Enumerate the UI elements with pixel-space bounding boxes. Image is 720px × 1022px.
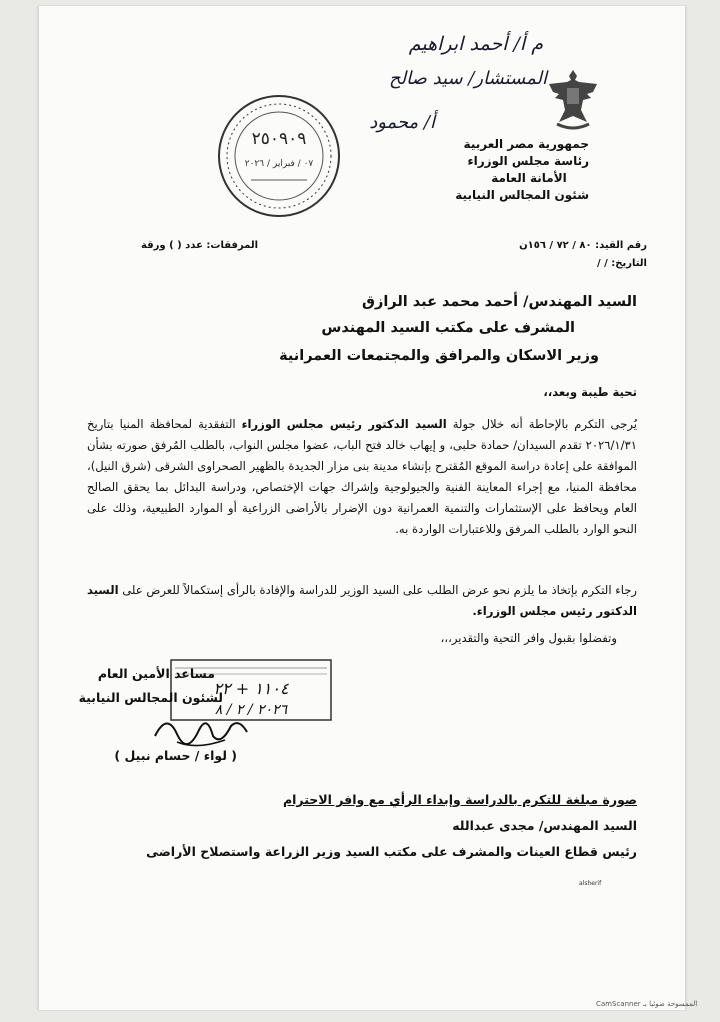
- body-paragraph-1: يُرجى التكرم بالإحاطة أنه خلال جولة السيد الدكتور رئيس مجلس الوزراء التفقدية لمحافظة المنيا بتاريخ ٢٠٢٦/١/٣١ تقدم السيدان/ حمادة حلبى، و إيهاب خالد فتح الباب، عضوا مجلس النواب، بالطلب المُرفق صورته بشأن الموافقة على إعادة دراسة الموقع المُقترح بإنشاء مدينة بنى مزار الجديدة بالظهير الصحراوى الشرقى (شرق النيل)، محافظة المنيا، مع إجراء المعاينة الفنية والجيولوجية وإشراك جهات الإختصاص، ودراسة البدائل بما يحقق الصالح العام ويحافظ على الإستثمارات والتنمية العمرانية دون الإضرار بالأراضى الزراعية أو الموارد الطبيعية، وذلك على النحو الوارد بالطلب المرفق وللاعتبارات الواردة به.: [87, 417, 637, 536]
- handwritten-line-3: أ/ محمود: [369, 112, 435, 133]
- addressee-name: السيد المهندس/ أحمد محمد عبد الرازق: [362, 294, 637, 310]
- box-line-2: ٢٠٢٦ / ٢ / ٨: [214, 702, 288, 718]
- received-stamp: [215, 92, 343, 220]
- header-presidency: رئاسة مجلس الوزراء: [467, 154, 589, 168]
- stamp-number: ٢٥٠٩٠٩: [251, 129, 307, 149]
- box-line-1: ١١٠٤ + ٢٢: [213, 679, 289, 698]
- attachments-field: المرفقات: عدد ( ) ورقة: [141, 240, 259, 251]
- date-field: التاريخ: / /: [596, 258, 647, 269]
- signer-name: ( لواء / حسام نبيل ): [114, 748, 237, 763]
- greeting: تحية طيبة وبعد،،: [543, 385, 637, 399]
- handwritten-line-1: م أ/ أحمد ابراهيم: [408, 33, 543, 55]
- addressee-role: المشرف على مكتب السيد المهندس: [321, 320, 575, 336]
- header-secretariat: الأمانة العامة: [491, 171, 567, 185]
- handwritten-line-2: المستشار/ سيد صالح: [389, 68, 547, 89]
- header-country: جمهورية مصر العربية: [463, 137, 589, 151]
- handwritten-note: [365, 22, 555, 134]
- typist-mark: alsherif: [579, 880, 602, 887]
- stamp-date: ٠٧ / فبراير / ٢٠٢٦: [244, 159, 314, 169]
- signer-title-2: لشئون المجالس النيابية: [78, 690, 223, 705]
- closing: وتفضلوا بقبول وافر التحية والتقدير،،،: [440, 631, 617, 645]
- copy-title: صورة مبلغة للتكرم بالدراسة وإبداء الرأي مع وافر الاحترام: [282, 792, 637, 807]
- document-page: [38, 6, 686, 1010]
- copy-recipient-role: رئيس قطاع العينات والمشرف على مكتب السيد وزير الزراعة واستصلاح الأراضى: [146, 844, 637, 859]
- scanner-footer: CamScanner الممسوحة ضوئيا بـ: [596, 1000, 698, 1008]
- header-department: شئون المجالس النيابية: [455, 188, 589, 202]
- reg-number: رقم القيد: ٨٠ / ٧٢ / ١٥٦ن: [519, 240, 647, 251]
- addressee-ministry: وزير الاسكان والمرافق والمجتمعات العمرانية: [279, 348, 599, 364]
- signature-scribble: [147, 706, 257, 754]
- body-paragraph-2: رجاء التكرم بإتخاذ ما يلزم نحو عرض الطلب على السيد الوزير للدراسة والإفادة بالرأى إستكمالاً للعرض على السيد الدكتور رئيس مجلس الوزراء.: [87, 583, 637, 618]
- signer-title-1: مساعد الأمين العام: [97, 666, 215, 681]
- copy-recipient-name: السيد المهندس/ مجدى عبدالله: [452, 818, 637, 833]
